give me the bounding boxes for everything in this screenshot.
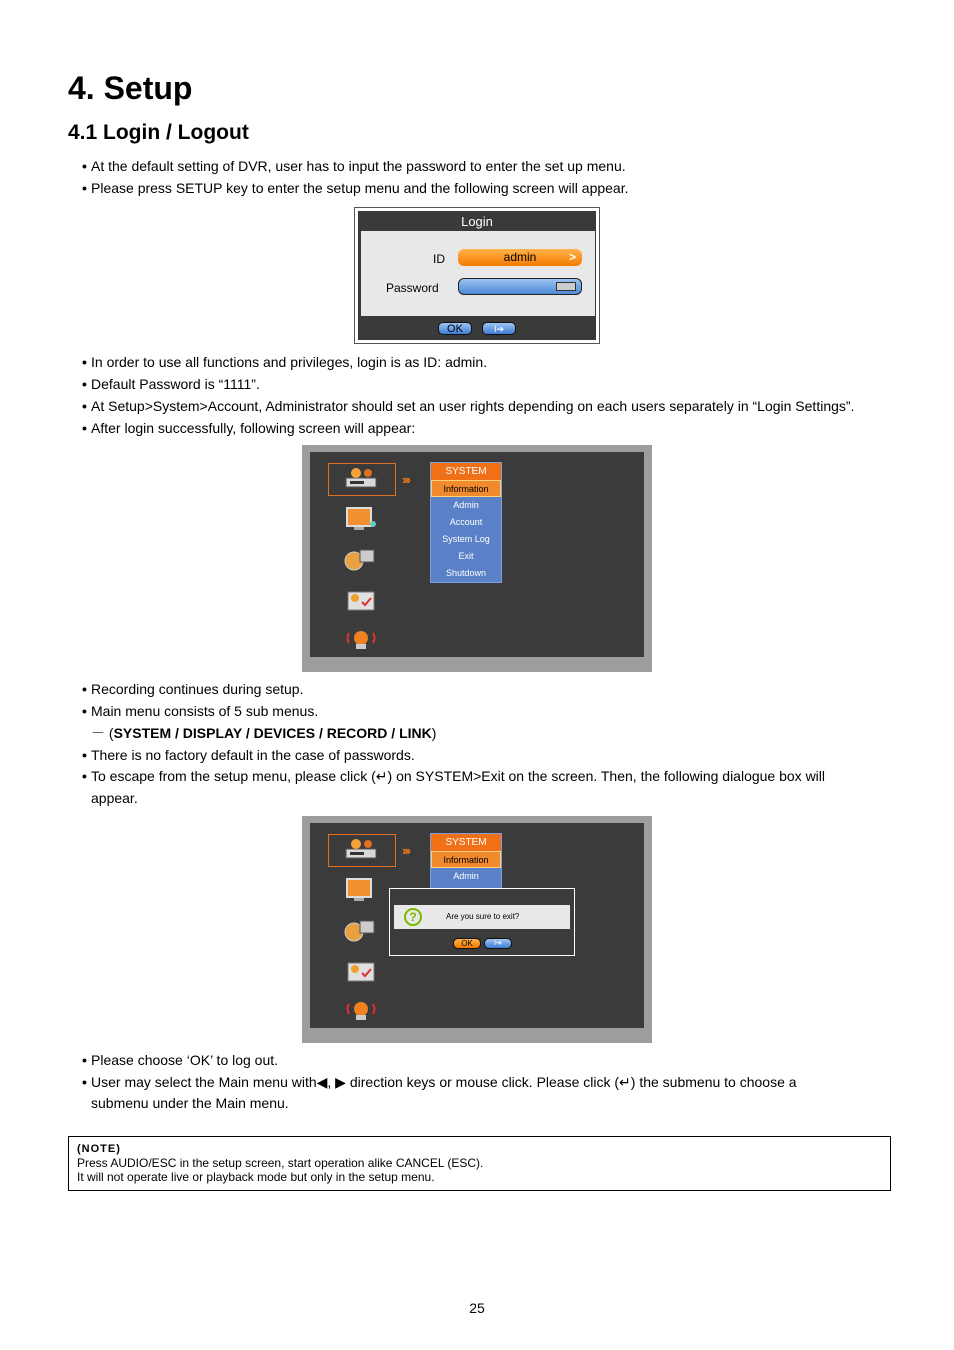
submenu-item-shutdown[interactable]: Shutdown bbox=[445, 568, 487, 578]
devices-icon[interactable] bbox=[344, 546, 378, 572]
link-icon[interactable] bbox=[344, 625, 378, 651]
dialog-exit-button[interactable]: I➔ bbox=[484, 938, 512, 949]
bullet-item: • Please press SETUP key to enter the setup menu and the following screen will appear. bbox=[82, 180, 629, 196]
record-icon[interactable] bbox=[344, 586, 378, 612]
system-submenu bbox=[430, 462, 502, 583]
note-line: It will not operate live or playback mode but only in the setup menu. bbox=[77, 1170, 435, 1184]
system-icon[interactable] bbox=[344, 466, 378, 492]
bullet-item: • User may select the Main menu with◀, ▶ direction keys or mouse click. Please click (↵) the submenu to choose a bbox=[82, 1074, 797, 1090]
note-box bbox=[68, 1136, 891, 1191]
page-number: 25 bbox=[469, 1300, 485, 1316]
system-submenu bbox=[430, 833, 502, 889]
devices-icon[interactable] bbox=[344, 917, 378, 943]
exit-dialog-screenshot bbox=[302, 816, 652, 1043]
submenu-item-information[interactable]: Information bbox=[431, 480, 501, 497]
display-icon[interactable] bbox=[344, 877, 378, 903]
submenu-header: SYSTEM bbox=[431, 834, 501, 851]
note-title: (NOTE) bbox=[77, 1143, 121, 1155]
dialog-message: Are you sure to exit? bbox=[446, 912, 520, 921]
page-heading: 4. Setup bbox=[68, 70, 193, 106]
menu-arrows: ››› bbox=[402, 843, 409, 858]
submenu-item-exit[interactable]: Exit bbox=[458, 551, 474, 561]
bullet-item: • There is no factory default in the case of passwords. bbox=[82, 747, 415, 763]
exit-confirm-dialog bbox=[389, 888, 575, 956]
password-field[interactable] bbox=[458, 278, 582, 295]
link-icon[interactable] bbox=[344, 996, 378, 1022]
ok-button[interactable]: OK bbox=[438, 322, 472, 335]
login-title: Login bbox=[461, 214, 493, 229]
login-panel bbox=[361, 231, 595, 316]
bullet-item: • In order to use all functions and privileges, login is as ID: admin. bbox=[82, 354, 488, 370]
bullet-continuation: appear. bbox=[91, 790, 138, 806]
chevron-right-icon: > bbox=[568, 250, 576, 264]
login-screenshot bbox=[354, 207, 600, 344]
submenu-item-account[interactable]: Account bbox=[449, 517, 483, 527]
bullet-item: • After login successfully, following screen will appear: bbox=[82, 420, 416, 436]
exit-button[interactable]: I➔ bbox=[482, 322, 516, 335]
password-label: Password bbox=[386, 281, 439, 295]
bullet-item: • To escape from the setup menu, please click (↵) on SYSTEM>Exit on the screen. Then, the following dialogue box will bbox=[82, 768, 826, 784]
record-icon[interactable] bbox=[344, 957, 378, 983]
question-icon: ? bbox=[404, 908, 422, 926]
submenu-item-system-log[interactable]: System Log bbox=[442, 534, 490, 544]
submenu-item-admin[interactable]: Admin bbox=[453, 500, 479, 510]
submenu-list-line: － (SYSTEM / DISPLAY / DEVICES / RECORD / LINK) bbox=[91, 725, 437, 741]
submenu-item-admin[interactable]: Admin bbox=[453, 871, 479, 881]
dialog-message-box bbox=[394, 905, 570, 929]
bullet-item: • Main menu consists of 5 sub menus. bbox=[82, 703, 319, 719]
id-field[interactable]: admin > bbox=[458, 249, 582, 266]
bullet-item: • Please choose ‘OK’ to log out. bbox=[82, 1052, 279, 1068]
submenu-header: SYSTEM bbox=[431, 463, 501, 480]
system-icon[interactable] bbox=[344, 837, 378, 863]
bullet-item: • At Setup>System>Account, Administrator should set an user rights depending on each users separately in “Login Settings”. bbox=[82, 398, 855, 414]
menu-arrows: ››› bbox=[402, 472, 409, 487]
keyboard-icon[interactable] bbox=[556, 282, 576, 291]
id-label: ID bbox=[433, 252, 445, 266]
display-icon[interactable] bbox=[344, 506, 378, 532]
setup-menu-screenshot bbox=[302, 445, 652, 672]
section-heading: 4.1 Login / Logout bbox=[68, 121, 249, 144]
bullet-item: • At the default setting of DVR, user has to input the password to enter the set up menu. bbox=[82, 158, 626, 174]
bullet-continuation: submenu under the Main menu. bbox=[91, 1095, 289, 1111]
bullet-item: • Default Password is “1111”. bbox=[82, 376, 260, 392]
bullet-item: • Recording continues during setup. bbox=[82, 681, 304, 697]
dialog-ok-button[interactable]: OK bbox=[453, 938, 481, 949]
submenu-item-information[interactable]: Information bbox=[431, 851, 501, 868]
note-line: Press AUDIO/ESC in the setup screen, start operation alike CANCEL (ESC). bbox=[77, 1156, 484, 1170]
